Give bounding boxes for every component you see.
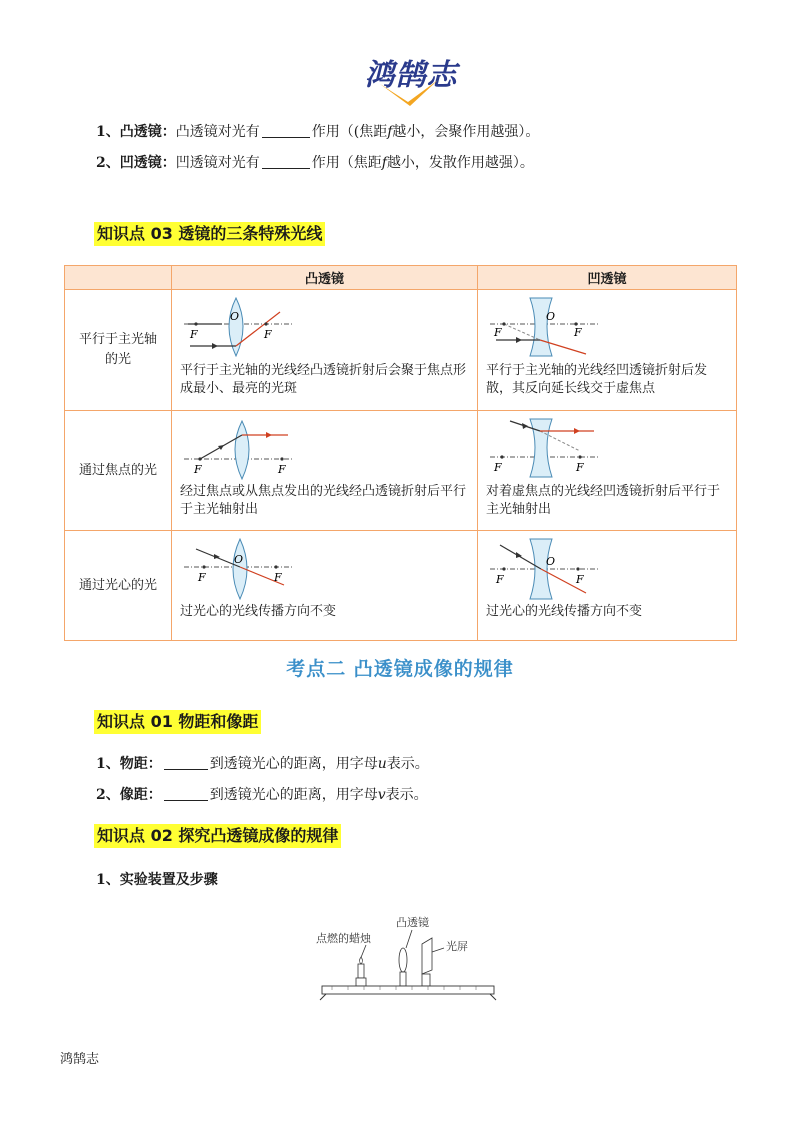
kp03-title: 知识点 03 透镜的三条特殊光线 bbox=[94, 222, 325, 246]
concave-focus-diagram bbox=[490, 417, 600, 481]
svg-text:F: F bbox=[194, 463, 202, 476]
logo-text: 鸿鹄志 bbox=[364, 58, 458, 93]
answer-blank[interactable] bbox=[262, 155, 310, 169]
convex-parallel-cell bbox=[172, 290, 478, 411]
kp01-item-1: 1、物距： 到透镜光心的距离，用字母u表示。 bbox=[96, 756, 429, 772]
svg-text:F: F bbox=[494, 326, 502, 339]
convex-parallel-diagram bbox=[184, 296, 294, 360]
table-header-concave: 凹透镜 bbox=[478, 266, 737, 290]
concave-parallel-desc: 平行于主光轴的光线经凹透镜折射后发散，其反向延长线交于虚焦点 bbox=[486, 363, 708, 396]
svg-text:F: F bbox=[198, 571, 206, 584]
logo-check-icon bbox=[380, 80, 440, 106]
svg-text:F: F bbox=[496, 573, 504, 586]
convex-center-cell bbox=[172, 531, 478, 641]
row-label-parallel: 平行于主光轴 的光 bbox=[65, 290, 172, 411]
experiment-apparatus bbox=[316, 908, 500, 1008]
section-title: 考点二 凸透镜成像的规律 bbox=[286, 658, 514, 680]
svg-text:F: F bbox=[576, 573, 584, 586]
lens-label: 凸透镜 bbox=[396, 916, 429, 929]
concave-focus-desc: 对着虚焦点的光线经凹透镜折射后平行于主光轴射出 bbox=[486, 484, 721, 517]
logo bbox=[352, 50, 470, 110]
svg-text:O: O bbox=[234, 553, 244, 566]
row-label-center: 通过光心的光 bbox=[65, 531, 172, 641]
concave-parallel-cell bbox=[478, 290, 737, 411]
svg-text:F: F bbox=[274, 571, 282, 584]
svg-text:F: F bbox=[576, 461, 584, 474]
convex-focus-desc: 经过焦点或从焦点发出的光线经凸透镜折射后平行于主光轴射出 bbox=[180, 484, 467, 517]
concave-center-desc: 过光心的光线传播方向不变 bbox=[486, 604, 643, 619]
svg-text:O: O bbox=[546, 555, 556, 568]
svg-text:O: O bbox=[546, 310, 556, 323]
table-header-empty bbox=[65, 266, 172, 290]
svg-text:F: F bbox=[190, 328, 198, 341]
answer-blank[interactable] bbox=[262, 124, 310, 138]
footer-text: 鸿鹄志 bbox=[60, 1052, 100, 1067]
row-label-focus: 通过焦点的光 bbox=[65, 411, 172, 531]
kp02-item-1: 1、实验装置及步骤 bbox=[96, 872, 218, 888]
concave-center-diagram bbox=[490, 537, 600, 601]
intro-item-1: 1、凸透镜：凸透镜对光有 作用（(焦距f越小，会聚作用越强）。 bbox=[96, 124, 540, 140]
kp02-title: 知识点 02 探究凸透镜成像的规律 bbox=[94, 824, 341, 848]
answer-blank[interactable] bbox=[164, 787, 208, 801]
table-header-convex: 凸透镜 bbox=[172, 266, 478, 290]
answer-blank[interactable] bbox=[164, 756, 208, 770]
convex-focus-diagram bbox=[184, 417, 294, 481]
concave-parallel-diagram bbox=[490, 296, 600, 360]
kp01-title: 知识点 01 物距和像距 bbox=[94, 710, 261, 734]
concave-center-cell bbox=[478, 531, 737, 641]
svg-text:F: F bbox=[264, 328, 272, 341]
svg-text:F: F bbox=[278, 463, 286, 476]
special-rays-table bbox=[64, 265, 737, 641]
screen-label: 光屏 bbox=[446, 940, 468, 953]
kp01-item-2: 2、像距： 到透镜光心的距离，用字母v表示。 bbox=[96, 787, 428, 803]
concave-focus-cell bbox=[478, 411, 737, 531]
convex-focus-cell bbox=[172, 411, 478, 531]
svg-text:O: O bbox=[230, 310, 240, 323]
svg-text:F: F bbox=[574, 326, 582, 339]
candle-label: 点燃的蜡烛 bbox=[316, 932, 371, 945]
svg-text:F: F bbox=[494, 461, 502, 474]
convex-center-diagram bbox=[184, 537, 294, 601]
intro-item-2: 2、凹透镜：凹透镜对光有 作用（焦距f越小，发散作用越强）。 bbox=[96, 155, 534, 171]
convex-center-desc: 过光心的光线传播方向不变 bbox=[180, 604, 337, 619]
convex-parallel-desc: 平行于主光轴的光线经凸透镜折射后会聚于焦点形成最小、最亮的光斑 bbox=[180, 363, 467, 396]
